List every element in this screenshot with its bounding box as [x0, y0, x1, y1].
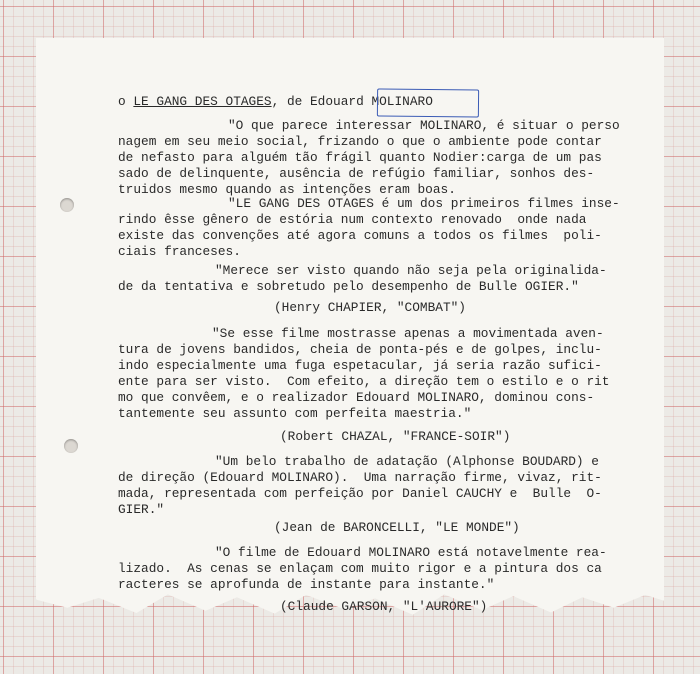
text-line: truidos mesmo quando as intenções eram boas. — [118, 182, 456, 197]
text-line: "Um belo trabalho de adatação (Alphonse BOUDARD) e — [215, 454, 599, 469]
text-line: tantemente seu assunto com perfeita maestria." — [118, 406, 472, 421]
text-line: "O que parece interessar MOLINARO, é situar o perso — [228, 118, 620, 133]
pen-box-around-director — [377, 88, 479, 117]
punch-hole-bottom — [64, 439, 78, 453]
text-line: lizado. As cenas se enlaçam com muito rigor e a pintura dos ca — [118, 561, 602, 576]
source-attribution: (Henry CHAPIER, "COMBAT") — [274, 300, 466, 315]
text-line: rindo êsse gênero de estória num contexto renovado onde nada — [118, 212, 587, 227]
source-attribution: (Claude GARSON, "L'AURORE") — [280, 599, 488, 614]
text-line: "O filme de Edouard MOLINARO está notavelmente rea- — [215, 545, 607, 560]
text-line: "LE GANG DES OTAGES é um dos primeiros filmes inse- — [228, 196, 620, 211]
text-line: mada, representada com perfeição por Daniel CAUCHY e Bulle O- — [118, 486, 602, 501]
title-prefix: o — [118, 94, 134, 109]
source-attribution: (Jean de BARONCELLI, "LE MONDE") — [274, 520, 520, 535]
text-line: de direção (Edouard MOLINARO). Uma narração firme, vivaz, rit- — [118, 470, 602, 485]
film-title: LE GANG DES OTAGES — [133, 94, 272, 109]
text-line: racteres se aprofunda de instante para instante." — [118, 577, 495, 592]
text-line: sado de delinquente, ausência de refúgio familiar, sonhos des- — [118, 166, 595, 181]
title-by: , de Edouard — [271, 94, 372, 109]
text-line: de nefasto para alguém tão frágil quanto Nodier:carga de um pas — [118, 150, 602, 165]
text-line: indo especialmente uma fuga espetacular, já seria razão sufici- — [118, 358, 602, 373]
text-line: "Merece ser visto quando não seja pela originalida- — [215, 263, 607, 278]
text-line: de da tentativa e sobretudo pelo desempenho de Bulle OGIER." — [118, 279, 579, 294]
text-line: ente para ser visto. Com efeito, a direção tem o estilo e o rit — [118, 374, 610, 389]
text-line: nagem em seu meio social, frizando o que o ambiente pode contar — [118, 134, 602, 149]
text-line: existe das convenções até agora comuns a todos os filmes poli- — [118, 228, 602, 243]
source-attribution: (Robert CHAZAL, "FRANCE-SOIR") — [280, 429, 511, 444]
punch-hole-top — [60, 198, 74, 212]
text-line: tura de jovens bandidos, cheia de ponta-pés e de golpes, inclu- — [118, 342, 602, 357]
text-line: GIER." — [118, 502, 165, 517]
text-line: "Se esse filme mostrasse apenas a movimentada aven- — [212, 326, 604, 341]
text-line: mo que convêem, e o realizador Edouard MOLINARO, dominou cons- — [118, 390, 595, 405]
text-line: ciais franceses. — [118, 244, 241, 259]
director-name: MOLINARO — [371, 94, 433, 109]
